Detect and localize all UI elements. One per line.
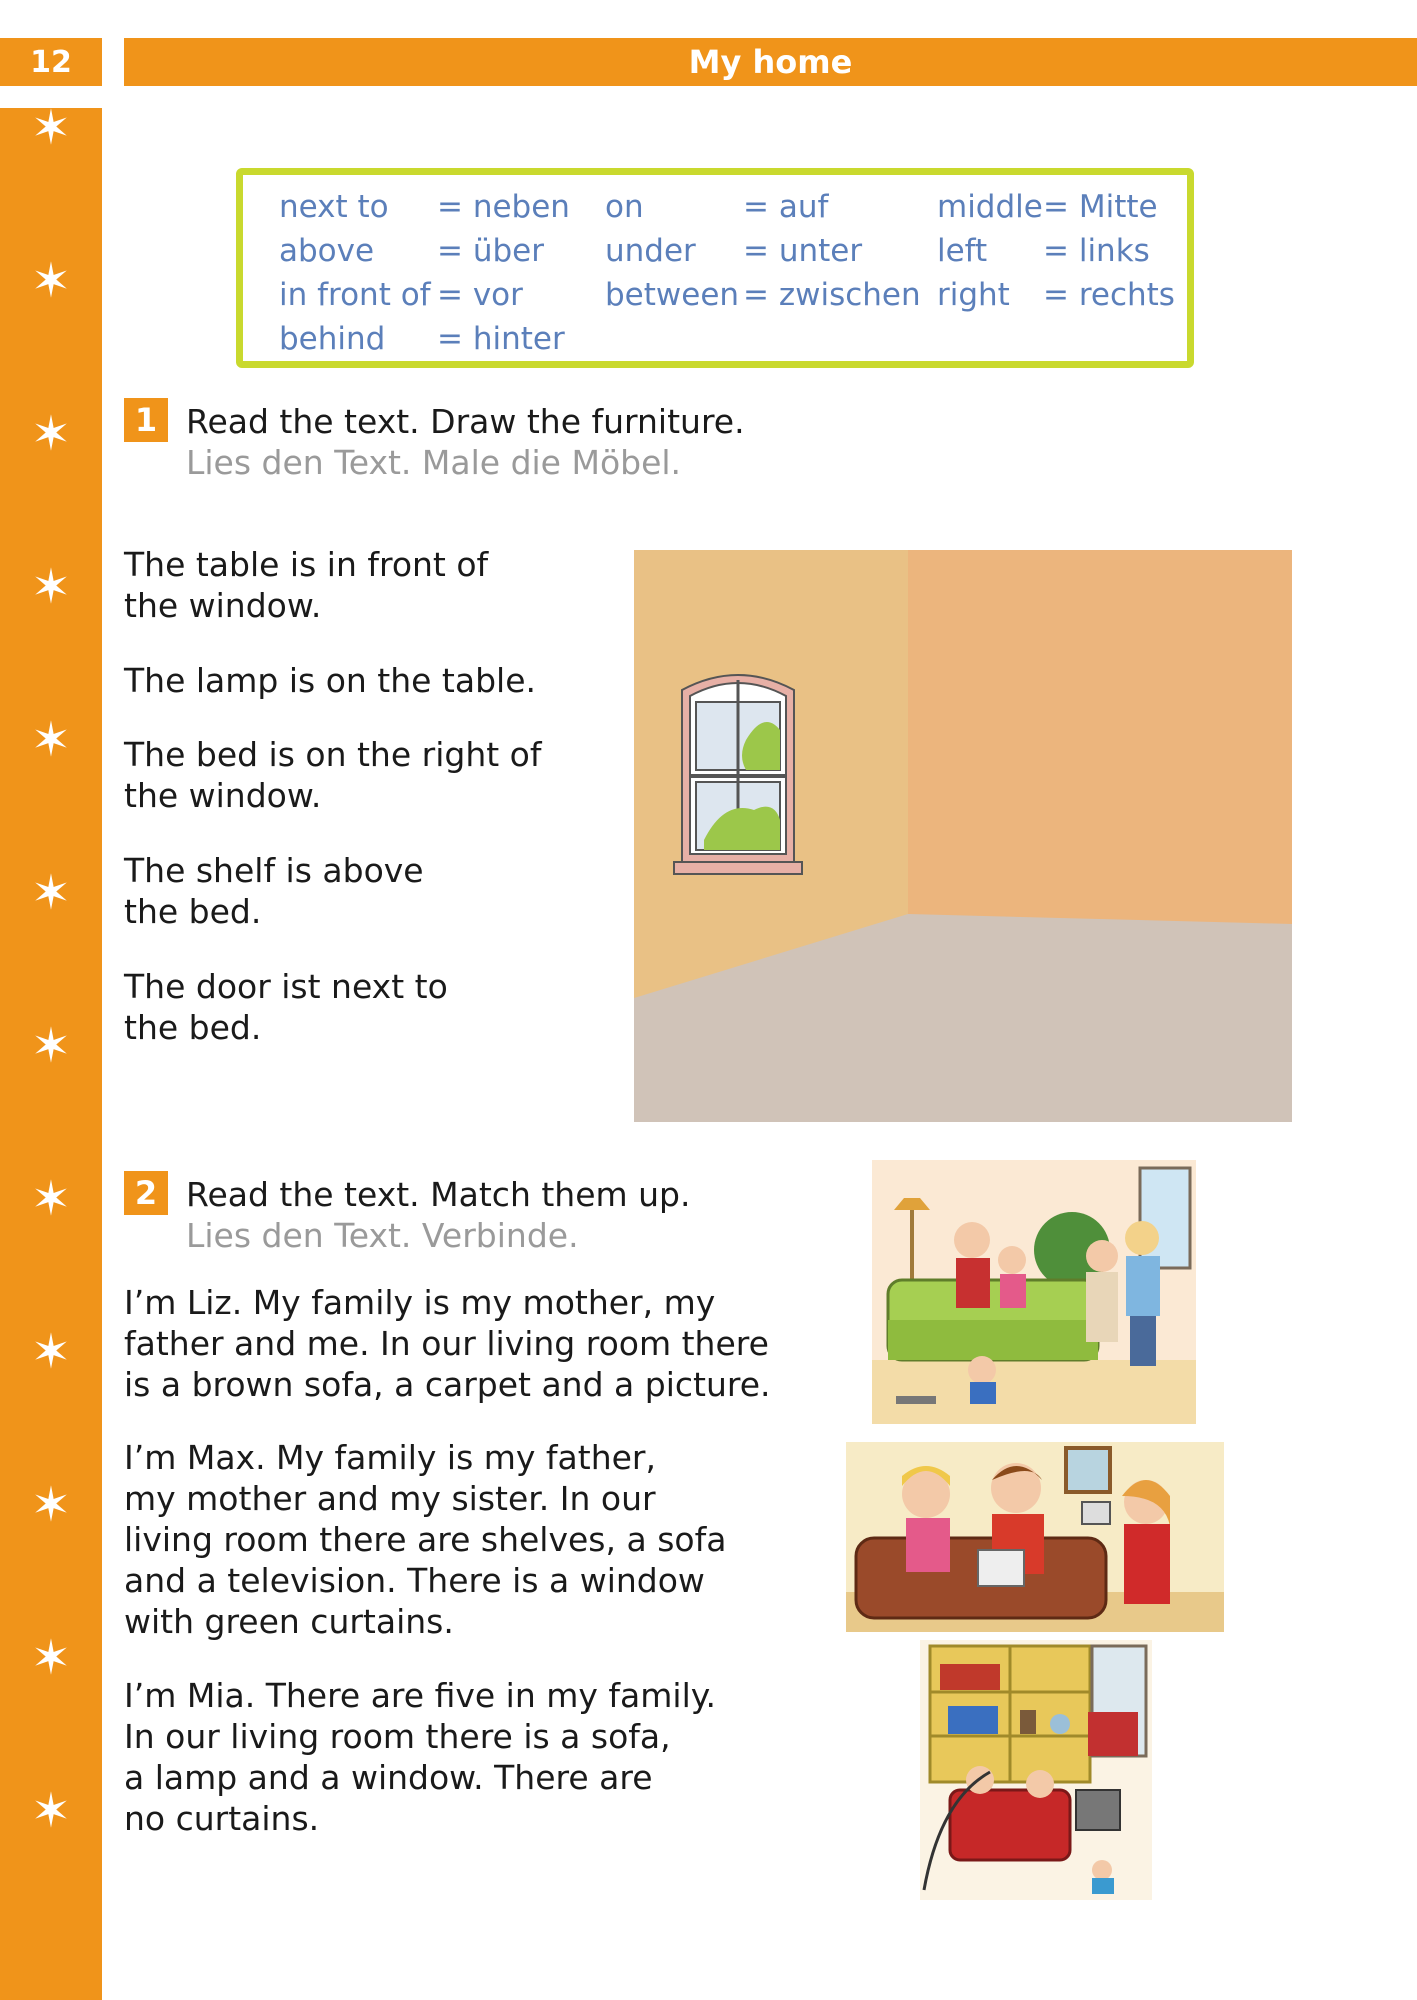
sidebar-star-icon: ✶ — [30, 1783, 72, 1839]
sidebar-star-icon: ✶ — [30, 253, 72, 309]
exercise-2-paragraph-max: I’m Max. My family is my father, my mother and my sister. In our living room there are shelves, a sofa and a television. There is a window with green curtains. — [124, 1438, 727, 1641]
window-illustration — [674, 675, 802, 874]
sidebar-star-icon: ✶ — [30, 1630, 72, 1686]
vocab-word: behind — [279, 321, 386, 357]
exercise-2-number: 2 — [124, 1171, 168, 1215]
exercise-1-number: 1 — [124, 398, 168, 442]
sidebar-star-icon: ✶ — [30, 100, 72, 156]
vocab-word: between — [605, 277, 740, 313]
sidebar-star-icon: ✶ — [30, 865, 72, 921]
exercise-1-sentence: The bed is on the right of the window. — [124, 735, 542, 815]
vocab-translation: = Mitte — [1043, 189, 1158, 225]
room-drawing-area[interactable] — [634, 550, 1292, 1122]
vocab-translation: = auf — [743, 189, 829, 225]
vocab-word: on — [605, 189, 644, 225]
exercise-2-instruction-en: Read the text. Match them up. — [186, 1175, 691, 1214]
page-number: 12 — [30, 44, 72, 80]
exercise-1-instruction-de: Lies den Text. Male die Möbel. — [186, 443, 682, 482]
sidebar — [0, 100, 102, 2000]
living-room-illustration-1[interactable] — [872, 1160, 1196, 1424]
vocab-translation: = hinter — [437, 321, 565, 357]
vocabulary-box — [236, 168, 1194, 368]
vocab-translation: = vor — [437, 277, 523, 313]
vocab-word: middle — [937, 189, 1043, 225]
vocab-translation: = links — [1043, 233, 1150, 269]
header-bar — [124, 38, 1417, 86]
exercise-1-sentence: The lamp is on the table. — [124, 661, 537, 700]
exercise-1-sentence: The door ist next to the bed. — [124, 967, 448, 1047]
vocab-word: under — [605, 233, 696, 269]
sidebar-star-icon: ✶ — [30, 1477, 72, 1533]
vocab-translation: = unter — [743, 233, 863, 269]
page-number-box — [0, 38, 102, 86]
vocab-word: above — [279, 233, 375, 269]
living-room-illustration-2[interactable] — [846, 1442, 1224, 1632]
sidebar-star-icon: ✶ — [30, 712, 72, 768]
sidebar-star-icon: ✶ — [30, 1324, 72, 1380]
vocab-translation: = über — [437, 233, 544, 269]
exercise-1-sentence: The shelf is above the bed. — [124, 851, 424, 931]
vocab-word: next to — [279, 189, 389, 225]
exercise-2-paragraph-mia: I’m Mia. There are five in my family. In our living room there is a sofa, a lamp and a window. There are no curtains. — [124, 1676, 717, 1838]
page-title: My home — [688, 43, 853, 81]
exercise-1-instruction-en: Read the text. Draw the furniture. — [186, 402, 745, 441]
vocab-word: right — [937, 277, 1010, 313]
vocab-word: in front of — [279, 277, 431, 313]
vocab-translation: = neben — [437, 189, 570, 225]
exercise-1-sentence: The table is in front of the window. — [124, 545, 489, 625]
sidebar-star-icon: ✶ — [30, 1171, 72, 1227]
exercise-2-instruction-de: Lies den Text. Verbinde. — [186, 1216, 579, 1255]
vocab-word: left — [937, 233, 988, 269]
exercise-2-paragraph-liz: I’m Liz. My family is my mother, my father and me. In our living room there is a brown sofa, a carpet and a picture. — [124, 1283, 771, 1404]
vocab-translation: = rechts — [1043, 277, 1175, 313]
vocab-translation: = zwischen — [743, 277, 921, 313]
sidebar-star-icon: ✶ — [30, 559, 72, 615]
sidebar-star-icon: ✶ — [30, 406, 72, 462]
living-room-illustration-3[interactable] — [920, 1640, 1152, 1900]
sidebar-star-icon: ✶ — [30, 1018, 72, 1074]
